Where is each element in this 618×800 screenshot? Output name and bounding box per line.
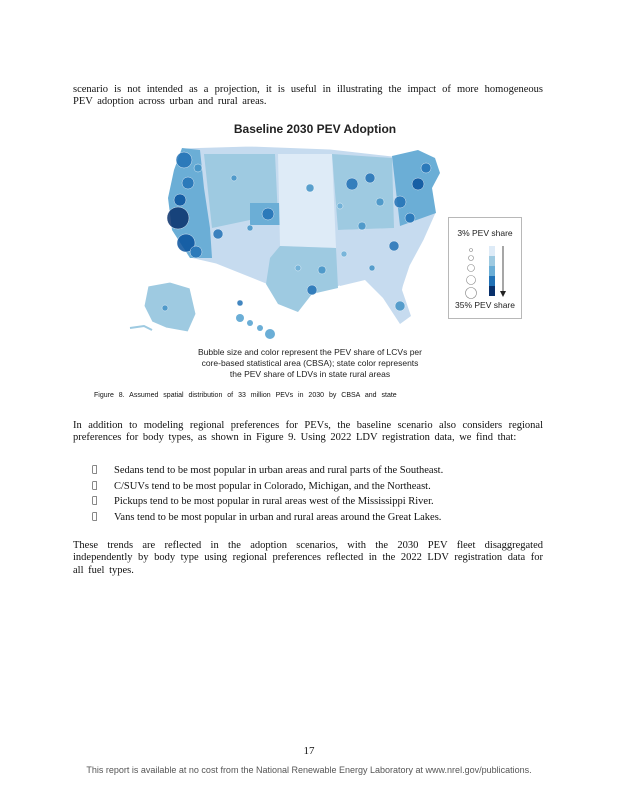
bullet-text: Pickups tend to be most popular in rural areas west of the Mississippi River.	[114, 496, 434, 507]
legend-bottom-label: 35% PEV share	[454, 300, 515, 310]
bullet-text: C/SUVs tend to be most popular in Colorado, Michigan, and the Northeast.	[114, 480, 431, 492]
legend-top-label: 3% PEV share	[457, 228, 513, 238]
body-paragraph-3: These trends are reflected in the adoption scenarios, with the 2030 PEV fleet disaggregated independently by body type using regional preferences reflected in the 2022 LDV registration data for all fuel types.	[73, 539, 543, 576]
bullet-item-pickups	[92, 494, 532, 510]
bullet-text: Vans tend to be most popular in urban and rural areas around the Great Lakes.	[114, 511, 442, 523]
bullet-list	[92, 463, 532, 525]
bullet-item-sedans	[92, 463, 532, 479]
bullet-icon	[92, 463, 114, 479]
bullet-item-csuvs	[92, 479, 532, 495]
aleutian-islands	[130, 326, 152, 330]
alaska-shape	[144, 282, 196, 332]
bullet-icon	[92, 510, 114, 526]
body-paragraph-2: In addition to modeling regional preferences for PEVs, the baseline scenario also considers regional preferences for body types, as shown in Figure 9. Using 2022 LDV registration data, we find that:	[73, 419, 543, 443]
pev-adoption-figure	[100, 118, 530, 380]
hawaii-shape	[236, 314, 275, 339]
intro-paragraph: scenario is not intended as a projection, it is useful in illustrating the impact of more homogeneous PEV adoption across urban and rural areas.	[73, 83, 543, 107]
figure-caption: Figure 8. Assumed spatial distribution of 33 million PEVs in 2030 by CBSA and state	[94, 392, 397, 399]
bullet-text: Sedans tend to be most popular in urban areas and rural parts of the Southeast.	[114, 465, 444, 476]
bullet-icon	[92, 494, 114, 510]
figure-note: Bubble size and color represent the PEV share of LCVs per core-based statistical area (CBSA); state color represents the PEV share of LDVs in state rural areas	[198, 347, 422, 379]
page-footer: This report is available at no cost from the National Renewable Energy Laboratory at www.nrel.gov/publications.	[86, 765, 532, 775]
midwest-region	[332, 154, 394, 230]
bullet-icon	[92, 479, 114, 495]
bullet-item-vans	[92, 510, 532, 526]
figure-title: Baseline 2030 PEV Adoption	[233, 122, 397, 136]
plains-region	[278, 154, 336, 248]
page-number: 17	[303, 745, 315, 757]
map-legend	[448, 217, 522, 319]
